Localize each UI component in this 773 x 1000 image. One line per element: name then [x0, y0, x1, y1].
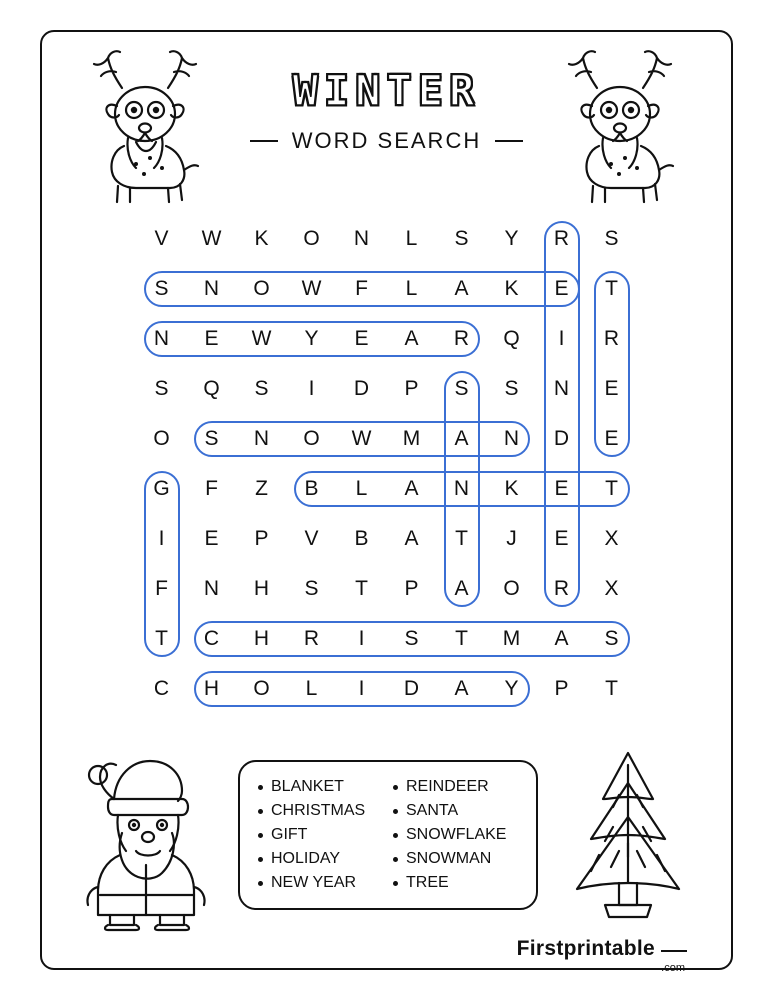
grid-cell[interactable]: O	[253, 277, 270, 300]
word-label: REINDEER	[406, 778, 489, 795]
grid-cell[interactable]: O	[153, 427, 170, 450]
bullet-icon	[393, 833, 398, 838]
list-item[interactable]	[393, 826, 518, 844]
bullet-icon	[393, 857, 398, 862]
worksheet-page	[40, 30, 733, 974]
brand-footer	[517, 937, 687, 974]
word-list-columns	[258, 778, 518, 892]
word-search-grid[interactable]	[137, 214, 637, 714]
word-label: BLANKET	[271, 778, 344, 795]
grid-cell[interactable]: K	[504, 277, 519, 300]
grid-cell[interactable]: A	[404, 527, 419, 550]
word-label: TREE	[406, 874, 449, 891]
grid-cell[interactable]: M	[402, 427, 421, 450]
grid-cell[interactable]: Y	[504, 677, 519, 700]
grid-cell[interactable]: E	[554, 527, 569, 550]
grid-cell[interactable]: S	[404, 627, 419, 650]
grid-cell[interactable]: K	[254, 227, 269, 250]
grid-cell[interactable]: Q	[503, 327, 520, 350]
grid-cell[interactable]: P	[554, 677, 569, 700]
bullet-icon	[258, 857, 263, 862]
grid-cell[interactable]: T	[605, 677, 618, 700]
grid-cell[interactable]: M	[502, 627, 521, 650]
grid-cell[interactable]: B	[304, 477, 319, 500]
grid-cell[interactable]: I	[358, 627, 365, 650]
list-item[interactable]	[258, 778, 383, 796]
grid-cell[interactable]: N	[203, 577, 220, 600]
grid-cell[interactable]: D	[403, 677, 420, 700]
grid-cell[interactable]: B	[354, 527, 369, 550]
grid-cell[interactable]: H	[253, 627, 270, 650]
grid-cell[interactable]: E	[554, 477, 569, 500]
grid-cell[interactable]: A	[404, 327, 419, 350]
grid-cell[interactable]: S	[254, 377, 269, 400]
grid-cell[interactable]: I	[308, 377, 315, 400]
grid-cell[interactable]: T	[455, 627, 468, 650]
grid-cell[interactable]: A	[454, 677, 469, 700]
grid-cell[interactable]: X	[604, 527, 619, 550]
grid-cell[interactable]: F	[205, 477, 218, 500]
grid-cell[interactable]: C	[203, 627, 220, 650]
list-item[interactable]	[393, 850, 518, 868]
grid-cell[interactable]: T	[455, 527, 468, 550]
brand-name: Firstprintable	[516, 937, 655, 960]
grid-cell[interactable]: R	[553, 227, 570, 250]
grid-cell[interactable]: A	[454, 427, 469, 450]
grid-cell[interactable]: A	[454, 577, 469, 600]
grid-cell[interactable]: X	[604, 577, 619, 600]
grid-cell[interactable]: P	[404, 377, 419, 400]
list-item[interactable]	[258, 802, 383, 820]
grid-cell[interactable]: W	[251, 327, 272, 350]
word-search-grid-wrapper	[42, 214, 731, 714]
grid-cell[interactable]: Q	[203, 377, 220, 400]
grid-cell[interactable]: T	[605, 477, 618, 500]
list-item[interactable]	[258, 826, 383, 844]
page-title: WINTER	[292, 66, 481, 115]
grid-cell[interactable]: O	[303, 227, 320, 250]
grid-cell[interactable]: O	[503, 577, 520, 600]
grid-cell[interactable]: I	[358, 677, 365, 700]
grid-cell[interactable]: N	[153, 327, 170, 350]
grid-cell[interactable]: E	[204, 527, 219, 550]
divider-right	[495, 140, 523, 142]
grid-cell[interactable]: I	[158, 527, 165, 550]
grid-cell[interactable]: S	[604, 627, 619, 650]
grid-cell[interactable]: I	[558, 327, 565, 350]
grid-cell[interactable]: J	[506, 527, 517, 550]
page-subtitle: WORD SEARCH	[291, 128, 482, 154]
grid-cell[interactable]: G	[153, 477, 170, 500]
grid-cell[interactable]: A	[404, 477, 419, 500]
word-label: SANTA	[406, 802, 459, 819]
bullet-icon	[258, 809, 263, 814]
reindeer-left-illustration	[84, 46, 214, 206]
grid-cell[interactable]: E	[604, 377, 619, 400]
grid-cell[interactable]: L	[405, 277, 418, 300]
grid-cell[interactable]: S	[604, 227, 619, 250]
grid-cell[interactable]: O	[253, 677, 270, 700]
grid-cell[interactable]: A	[554, 627, 569, 650]
bullet-icon	[258, 833, 263, 838]
grid-cell[interactable]: V	[154, 227, 169, 250]
grid-cell[interactable]: L	[355, 477, 368, 500]
word-label: HOLIDAY	[271, 850, 341, 867]
grid-cell[interactable]: H	[253, 577, 270, 600]
brand-underline	[661, 950, 687, 952]
brand-tld: .com	[661, 962, 685, 974]
grid-cell[interactable]: V	[304, 527, 319, 550]
grid-cell[interactable]: P	[404, 577, 419, 600]
grid-cell[interactable]: N	[503, 427, 520, 450]
grid-cell[interactable]: T	[355, 577, 368, 600]
grid-cell[interactable]: N	[353, 227, 370, 250]
grid-cell[interactable]: W	[351, 427, 372, 450]
grid-cell[interactable]: E	[604, 427, 619, 450]
grid-cell[interactable]: F	[355, 277, 368, 300]
bullet-icon	[393, 785, 398, 790]
list-item[interactable]	[393, 778, 518, 796]
grid-cell[interactable]: Z	[255, 477, 268, 500]
list-item[interactable]	[393, 874, 518, 892]
word-label: SNOWMAN	[406, 850, 492, 867]
bullet-icon	[258, 785, 263, 790]
grid-cell[interactable]: S	[154, 377, 169, 400]
christmas-tree-illustration	[553, 747, 703, 932]
list-item[interactable]	[258, 874, 383, 892]
brand-name-row	[517, 937, 687, 961]
divider-left	[250, 140, 278, 142]
grid-cell[interactable]: H	[203, 677, 220, 700]
grid-cell[interactable]: R	[303, 627, 320, 650]
grid-cell[interactable]: Y	[504, 227, 519, 250]
grid-cell[interactable]: Y	[304, 327, 319, 350]
grid-cell[interactable]: D	[353, 377, 370, 400]
grid-cell[interactable]: R	[553, 577, 570, 600]
list-item[interactable]	[393, 802, 518, 820]
word-label: NEW YEAR	[271, 874, 357, 891]
grid-cell[interactable]: S	[304, 577, 319, 600]
grid-cell[interactable]: E	[554, 277, 569, 300]
grid-cell[interactable]: D	[553, 427, 570, 450]
grid-cell[interactable]: N	[203, 277, 220, 300]
grid-cell[interactable]: C	[153, 677, 170, 700]
grid-cell[interactable]: P	[254, 527, 269, 550]
grid-cell[interactable]: F	[155, 577, 168, 600]
grid-cell[interactable]: R	[603, 327, 620, 350]
grid-cell[interactable]: N	[453, 477, 470, 500]
grid-cell[interactable]: N	[553, 377, 570, 400]
word-label: GIFT	[271, 826, 308, 843]
grid-cell[interactable]: S	[154, 277, 169, 300]
word-list-box	[238, 760, 538, 910]
grid-cell[interactable]: R	[453, 327, 470, 350]
word-label: CHRISTMAS	[271, 802, 366, 819]
grid-cell[interactable]: T	[155, 627, 168, 650]
grid-cell[interactable]: L	[305, 677, 318, 700]
grid-cell[interactable]: W	[201, 227, 222, 250]
grid-cell[interactable]: E	[204, 327, 219, 350]
grid-cell[interactable]: O	[303, 427, 320, 450]
santa-illustration	[70, 747, 220, 932]
grid-cell[interactable]: N	[253, 427, 270, 450]
bullet-icon	[393, 809, 398, 814]
word-label: SNOWFLAKE	[406, 826, 507, 843]
grid-cell[interactable]: A	[454, 277, 469, 300]
grid-cell[interactable]: L	[405, 227, 418, 250]
grid-cell[interactable]: K	[504, 477, 519, 500]
grid-cell[interactable]: S	[204, 427, 219, 450]
grid-cell[interactable]: W	[301, 277, 322, 300]
grid-cell[interactable]: T	[605, 277, 618, 300]
grid-cell[interactable]: S	[454, 227, 469, 250]
bullet-icon	[393, 881, 398, 886]
reindeer-right-illustration	[559, 46, 689, 206]
list-item[interactable]	[258, 850, 383, 868]
grid-cell[interactable]: S	[504, 377, 519, 400]
grid-cell[interactable]: E	[354, 327, 369, 350]
bullet-icon	[258, 881, 263, 886]
grid-cell[interactable]: S	[454, 377, 469, 400]
